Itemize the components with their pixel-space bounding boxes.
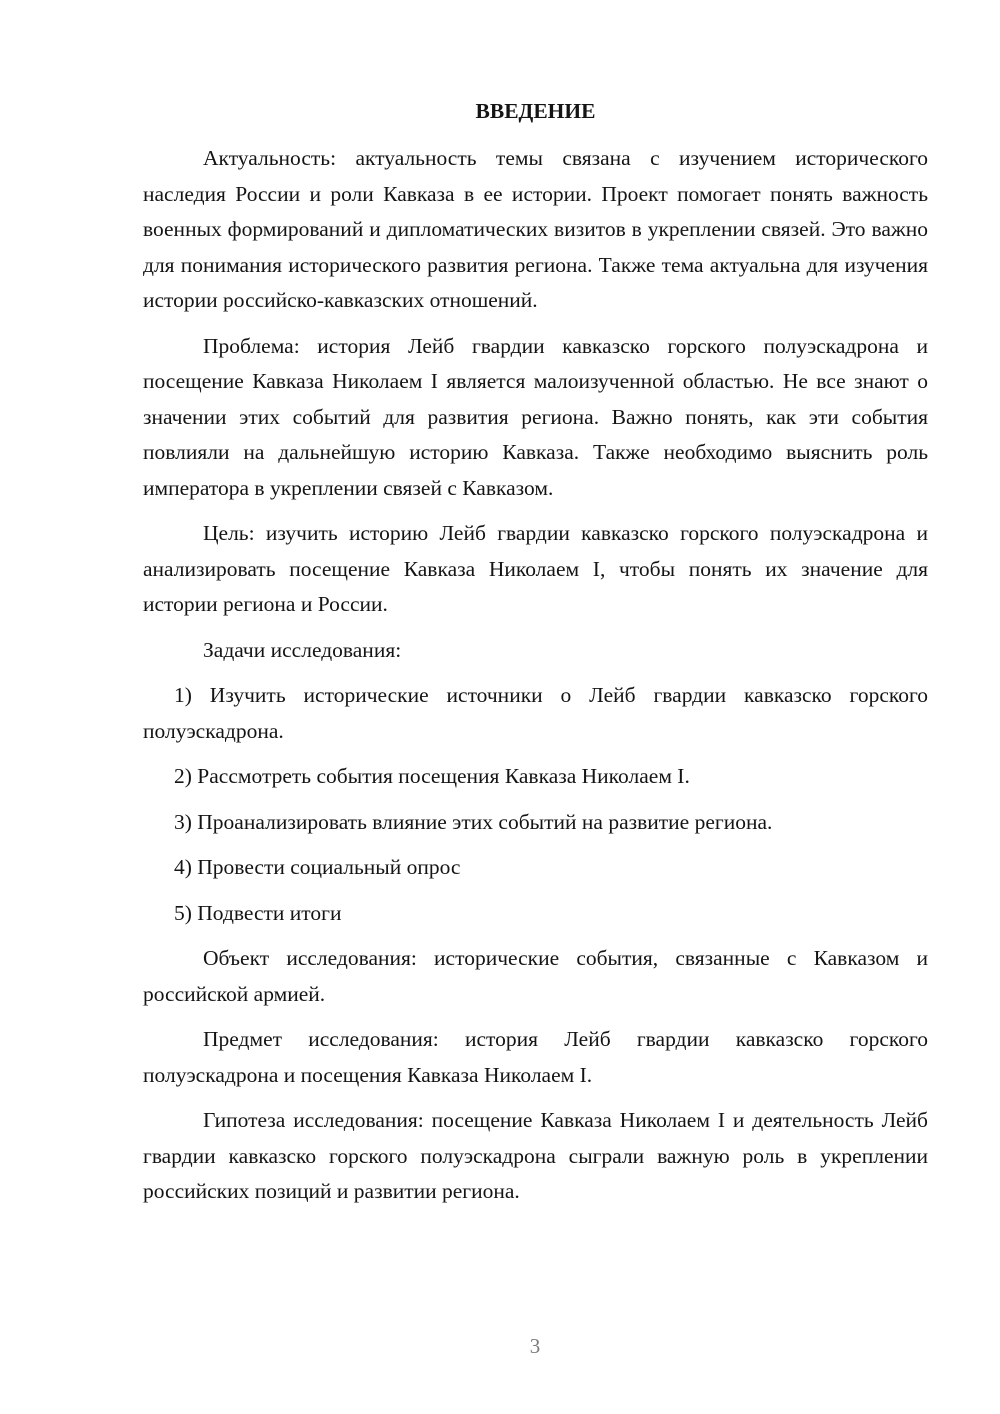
subject-paragraph: Предмет исследования: история Лейб гвардии кавказско горского полуэскадрона и посещения Кавказа Николаем I. (143, 1027, 928, 1087)
problem-paragraph: Проблема: история Лейб гвардии кавказско горского полуэскадрона и посещение Кавказа Николаем I является малоизученной областью. Не все знают о значении этих событий для развития региона. Важно понять, как эти события повлияли на дальнейшую историю Кавказа. Также необходимо выяснить роль императора в укреплении связей с Кавказом. (143, 333, 928, 500)
task-item: 4) Провести социальный опрос (174, 855, 461, 879)
hypothesis-paragraph: Гипотеза исследования: посещение Кавказа Николаем I и деятельность Лейб гвардии кавказско горского полуэскадрона сыграли важную роль в укреплении российских позиций и развитии региона. (143, 1108, 928, 1203)
tasks-heading: Задачи исследования: (203, 637, 402, 662)
section-title: ВВЕДЕНИЕ (475, 99, 596, 123)
task-item: 2) Рассмотреть события посещения Кавказа Николаем I. (174, 764, 690, 788)
relevance-paragraph: Актуальность: актуальность темы связана с изучением исторического наследия России и роли Кавказа в ее истории. Проект помогает понять важность военных формирований и дипломатических визитов в укреплении связей. Это важно для понимания исторического развития региона. Также тема актуальна для изучения истории российско-кавказских отношений. (143, 146, 928, 312)
goal-paragraph: Цель: изучить историю Лейб гвардии кавказско горского полуэскадрона и анализировать посещение Кавказа Николаем I, чтобы понять их значение для истории региона и России. (143, 521, 928, 616)
page-content (143, 94, 928, 1220)
task-item: 1) Изучить исторические источники о Лейб гвардии кавказско горского полуэскадрона. (143, 683, 928, 743)
page-number: 3 (529, 1334, 541, 1358)
task-item: 5) Подвести итоги (174, 900, 342, 925)
tasks-list (143, 678, 928, 931)
object-paragraph: Объект исследования: исторические события, связанные с Кавказом и российской армией. (143, 946, 928, 1006)
task-item: 3) Проанализировать влияние этих событий на развитие региона. (174, 809, 773, 834)
